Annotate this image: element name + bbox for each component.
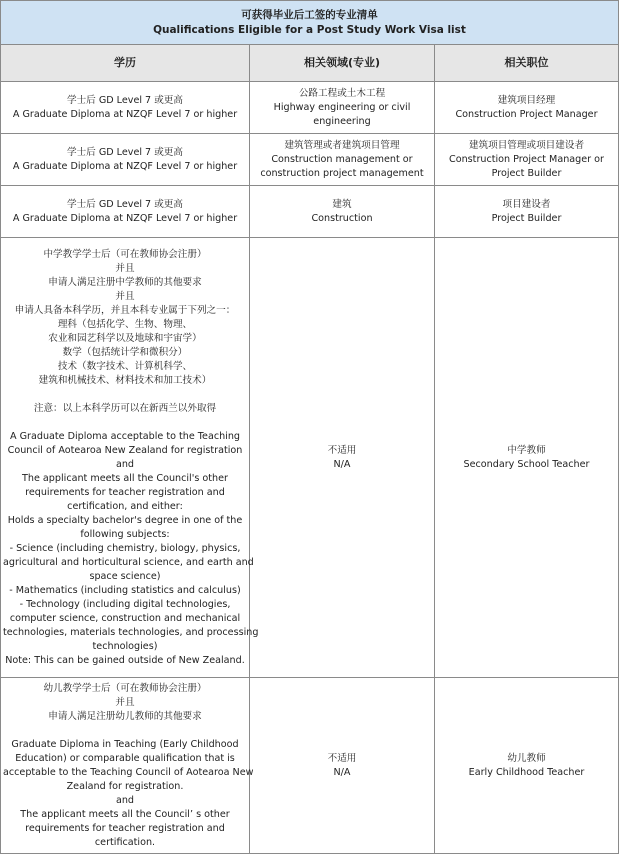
field-cell [250,82,435,134]
cell-line: 项目建设者 [502,198,551,210]
spacer [3,388,247,402]
cell-line: Construction [311,212,373,224]
cell-line: 不适用 [327,444,357,456]
cell-line: following subjects: [80,528,170,540]
cell-line: N/A [333,458,351,470]
cell-line: Construction Project Manager [455,108,598,120]
cell-line: construction project management [260,167,424,179]
qualification-cell [1,134,250,186]
cell-line: 并且 [115,262,135,274]
cell-line: - Mathematics (including statistics and calculus) [9,584,241,596]
cell-line: Zealand for registration. [66,780,184,792]
header-position: 相关职位 [435,45,619,82]
cell-line: Council of Aotearoa New Zealand for registration [7,444,243,456]
cell-line: computer science, construction and mechanical [9,612,241,624]
cell-line: 申请人满足注册幼儿教师的其他要求 [48,710,202,722]
cell-line: A Graduate Diploma at NZQF Level 7 or higher [12,160,238,172]
qualification-cell [1,186,250,238]
cell-line: certification. [94,836,156,848]
cell-line: engineering [313,115,371,127]
cell-line: A Graduate Diploma at NZQF Level 7 or higher [12,108,238,120]
cell-line: Construction Project Manager or [449,153,604,165]
cell-line: 农业和园艺科学以及地球和宇宙学） [48,332,202,344]
cell-line: 并且 [115,696,135,708]
cell-line: 学士后 GD Level 7 或更高 [66,146,183,158]
cell-line: 不适用 [327,752,357,764]
cell-line: Education) or comparable qualification that is [15,752,235,764]
spacer [3,416,247,430]
qualification-cell [1,238,259,678]
cell-line: Graduate Diploma in Teaching (Early Childhood [11,738,239,750]
cell-line: A Graduate Diploma acceptable to the Teaching [9,430,241,442]
cell-line: 公路工程或土木工程 [298,87,386,99]
table-title [1,1,619,45]
position-cell [435,238,619,678]
cell-line: The applicant meets all the Council's other [22,472,228,484]
table-row [1,134,619,186]
title-en: Qualifications Eligible for a Post Study Work Visa list [153,23,466,36]
cell-line: acceptable to the Teaching Council of Aotearoa New [3,766,254,778]
position-cell [435,134,619,186]
cell-line: Project Builder [491,212,562,224]
cell-line: Secondary School Teacher [463,458,590,470]
header-qualification: 学历 [1,45,250,82]
field-cell [250,238,435,678]
cell-line: 学士后 GD Level 7 或更高 [66,198,183,210]
cell-line: 注意：以上本科学历可以在新西兰以外取得 [33,402,217,414]
cell-line: 建筑项目管理或项目建设者 [468,139,585,151]
cell-line: 幼儿教师 [507,752,546,764]
field-cell [250,186,435,238]
cell-line: requirements for teacher registration and [25,822,225,834]
position-cell [435,82,619,134]
cell-line: 幼儿教学学士后（可在教师协会注册） [43,682,207,694]
cell-line: Construction management or [271,153,413,165]
header-row [1,45,619,82]
cell-line: agricultural and horticultural science, and earth and [3,556,254,568]
cell-line: Early Childhood Teacher [468,766,585,778]
cell-line: technologies) [92,640,158,652]
cell-line: Holds a specialty bachelor's degree in one of the [7,514,243,526]
cell-line: and [115,458,135,470]
field-cell [250,134,435,186]
title-row [1,1,619,45]
cell-line: The applicant meets all the Council’ s other [20,808,230,820]
table-row [1,238,619,678]
cell-line: - Technology (including digital technologies, [19,598,231,610]
cell-line: 申请人具备本科学历，并且本科专业属于下列之一： [14,304,236,316]
field-cell [250,678,435,854]
table-row [1,678,619,854]
table-row [1,82,619,134]
cell-line: 技术（数字技术、计算机科学、 [57,360,193,372]
cell-line: 数学（包括统计学和微积分） [62,346,188,358]
position-cell [435,678,619,854]
cell-line: Note: This can be gained outside of New Zealand. [5,654,245,666]
spacer [3,724,247,738]
cell-line: and [115,794,135,806]
cell-line: 建筑和机械技术、材料技术和加工技术） [38,374,212,386]
cell-line: - Science (including chemistry, biology, physics, [9,542,241,554]
title-zh: 可获得毕业后工签的专业清单 [241,8,378,21]
cell-line: 申请人满足注册中学教师的其他要求 [48,276,202,288]
cell-line: 建筑 [332,198,352,210]
cell-line: Highway engineering or civil [273,101,411,113]
cell-line: technologies, materials technologies, and processing [3,626,259,638]
table-row [1,186,619,238]
header-field: 相关领域(专业) [250,45,435,82]
cell-line: 建筑项目经理 [497,94,556,106]
cell-line: N/A [333,766,351,778]
cell-line: 建筑管理或者建筑项目管理 [284,139,400,151]
cell-line: 学士后 GD Level 7 或更高 [66,94,183,106]
cell-line: 中学教师 [507,444,546,456]
cell-line: requirements for teacher registration and [25,486,225,498]
cell-line: 理科（包括化学、生物、物理、 [57,318,193,330]
position-cell [435,186,619,238]
cell-line: A Graduate Diploma at NZQF Level 7 or higher [12,212,238,224]
cell-line: 并且 [115,290,135,302]
cell-line: 中学教学学士后（可在教师协会注册） [43,248,207,260]
cell-line: space science) [89,570,161,582]
cell-line: Project Builder [491,167,562,179]
qualification-cell [1,82,250,134]
cell-line: certification, and either: [67,500,183,512]
qualification-cell [1,678,254,854]
